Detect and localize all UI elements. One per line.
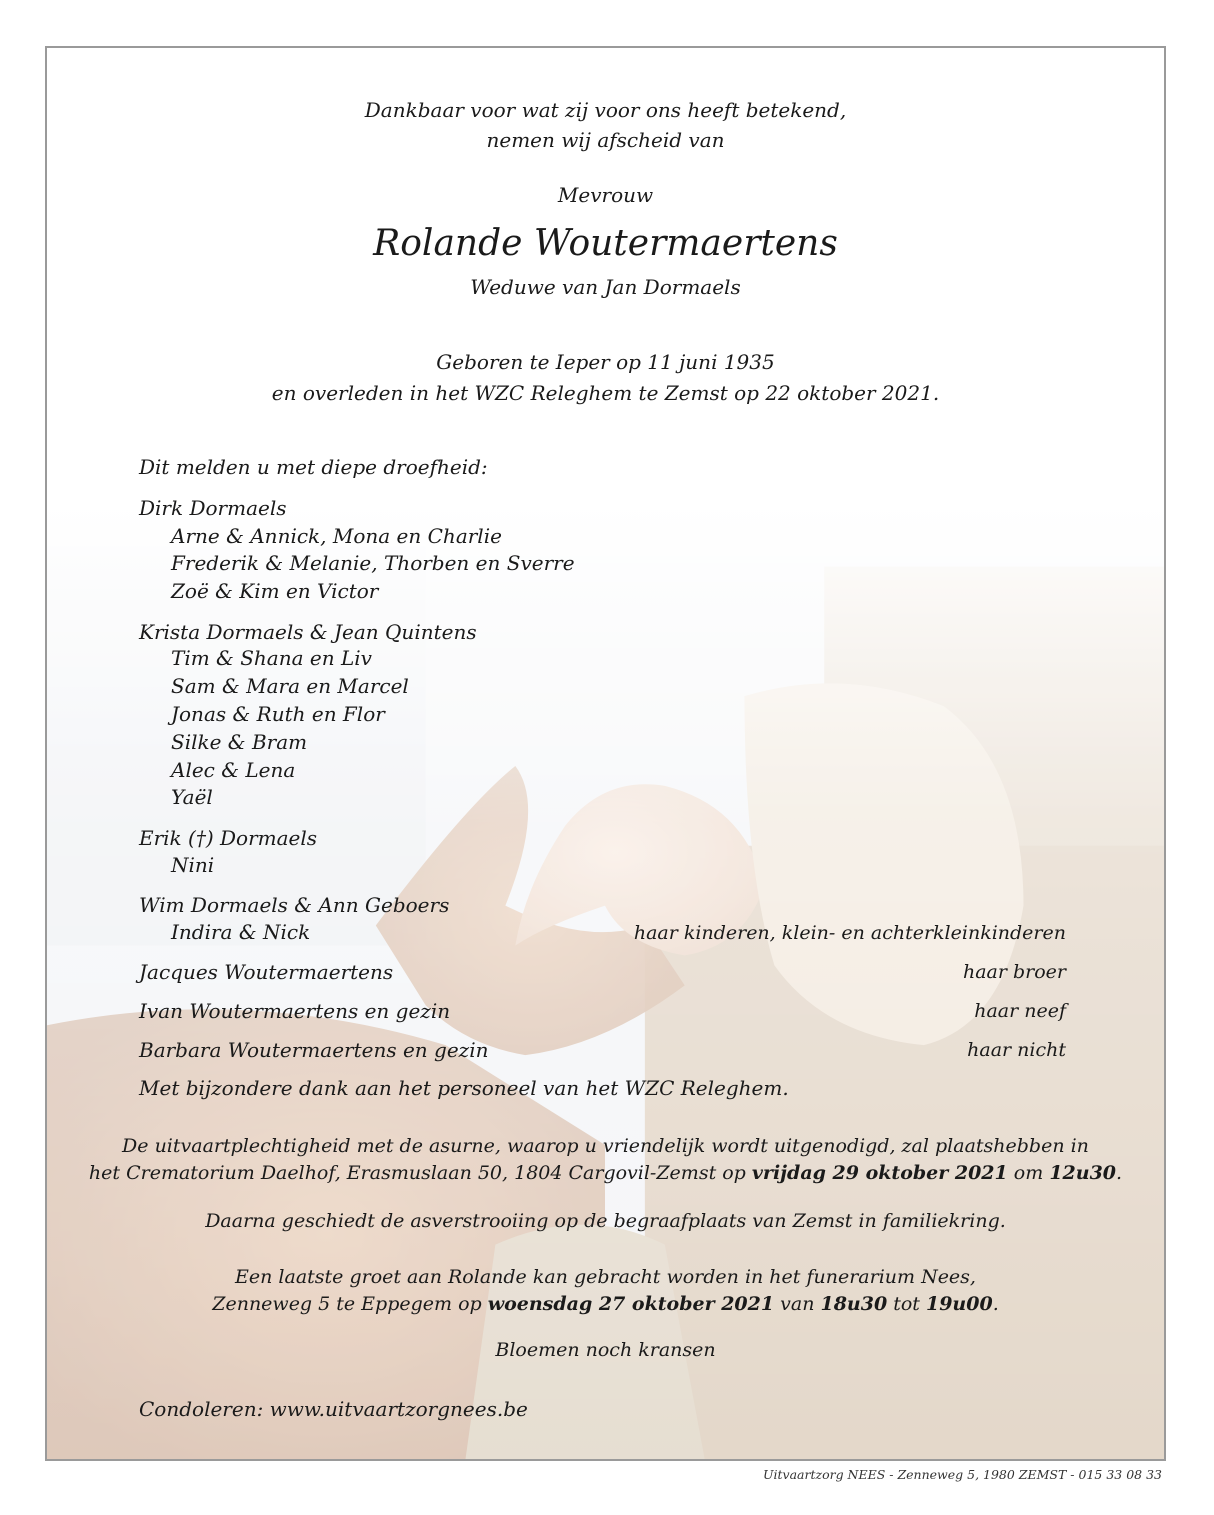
family-krista: Krista Dormaels & Jean Quintens: [139, 620, 477, 644]
obituary-card: [45, 46, 1166, 1461]
relation-brother: haar broer: [962, 961, 1066, 983]
family-grandchild: Alec & Lena: [171, 758, 296, 782]
family-grandchild: Zoë & Kim en Victor: [171, 579, 379, 603]
family-grandchild: Silke & Bram: [171, 730, 308, 754]
born-line: Geboren te Ieper op 11 juni 1935: [436, 350, 775, 374]
ceremony-time: 12u30: [1049, 1162, 1117, 1184]
farewell-line-2: Zenneweg 5 te Eppegem op woensdag 27 oktober 2021 van 18u30 tot 19u00.: [212, 1293, 999, 1315]
announce-line: Dit melden u met diepe droefheid:: [139, 455, 488, 479]
farewell-line-1: Een laatste groet aan Rolande kan gebracht worden in het funerarium Nees,: [235, 1266, 976, 1288]
family-grandchild: Tim & Shana en Liv: [171, 646, 372, 670]
farewell-date: woensdag 27 oktober 2021: [487, 1293, 775, 1315]
family-grandchild: Jonas & Ruth en Flor: [171, 702, 385, 726]
family-dirk: Dirk Dormaels: [139, 496, 287, 520]
family-wim: Wim Dormaels & Ann Geboers: [139, 893, 450, 917]
intro-line-1: Dankbaar voor wat zij voor ons heeft betekend,: [364, 98, 847, 122]
relation-children: haar kinderen, klein- en achterkleinkinderen: [633, 922, 1066, 944]
scattering-line: Daarna geschiedt de asverstrooiing op de begraafplaats van Zemst in familiekring.: [205, 1210, 1006, 1232]
family-grandchild: Sam & Mara en Marcel: [171, 674, 409, 698]
widow-of: Weduwe van Jan Dormaels: [470, 275, 741, 299]
deceased-name: Rolande Woutermaertens: [373, 223, 838, 264]
condolences-link[interactable]: Condoleren: www.uitvaartzorgnees.be: [139, 1397, 528, 1421]
family-grandchild: Arne & Annick, Mona en Charlie: [171, 524, 502, 548]
family-grandchild: Nini: [171, 853, 215, 877]
ceremony-date: vrijdag 29 oktober 2021: [751, 1162, 1008, 1184]
intro-line-2: nemen wij afscheid van: [486, 128, 725, 152]
died-line: en overleden in het WZC Releghem te Zemst op 22 oktober 2021.: [271, 381, 940, 405]
relation-niece: haar nicht: [967, 1039, 1066, 1061]
flowers-line: Bloemen noch kransen: [495, 1339, 716, 1361]
farewell-to: 19u00: [925, 1293, 993, 1315]
family-grandchild: Yaël: [171, 785, 213, 809]
farewell-from: 18u30: [820, 1293, 888, 1315]
family-grandchild: Frederik & Melanie, Thorben en Sverre: [171, 551, 575, 575]
thanks-line: Met bijzondere dank aan het personeel van het WZC Releghem.: [139, 1076, 789, 1100]
footer-credit: Uitvaartzorg NEES - Zenneweg 5, 1980 ZEMST - 015 33 08 33: [762, 1467, 1162, 1482]
family-erik: Erik (†) Dormaels: [139, 826, 318, 850]
ceremony-line-2: het Crematorium Daelhof, Erasmuslaan 50, 1804 Cargovil-Zemst op vrijdag 29 oktober 2021 om 12u30.: [88, 1162, 1123, 1184]
family-barbara: Barbara Woutermaertens en gezin: [139, 1038, 489, 1062]
salutation: Mevrouw: [557, 183, 654, 207]
family-jacques: Jacques Woutermaertens: [139, 960, 394, 984]
family-grandchild: Indira & Nick: [171, 920, 311, 944]
family-ivan: Ivan Woutermaertens en gezin: [139, 999, 451, 1023]
relation-nephew: haar neef: [974, 1000, 1066, 1022]
ceremony-line-1: De uitvaartplechtigheid met de asurne, waarop u vriendelijk wordt uitgenodigd, zal plaatshebben in: [122, 1135, 1089, 1157]
